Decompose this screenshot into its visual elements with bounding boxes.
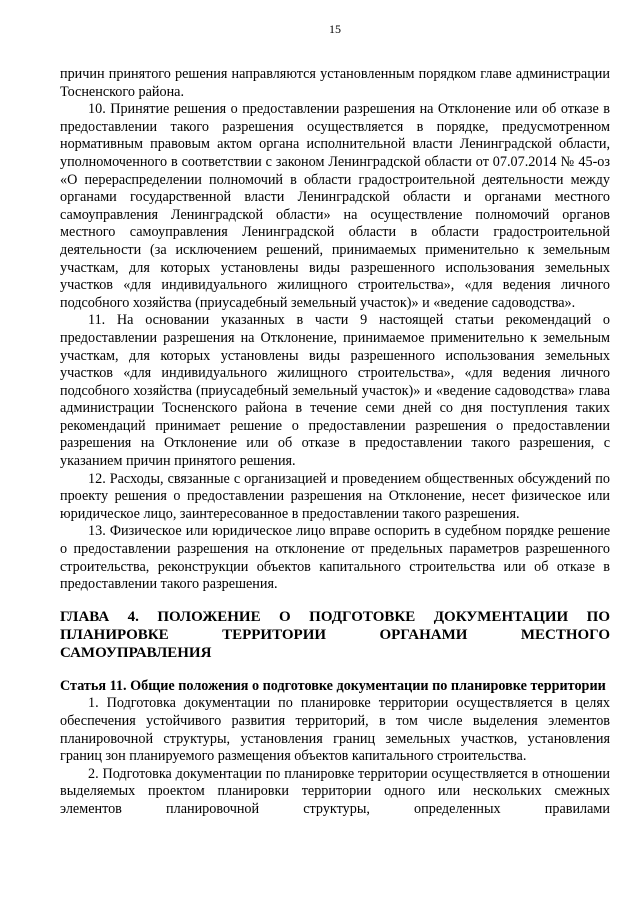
paragraph-item-12: 12. Расходы, связанные с организацией и проведением общественных обсуждений по проекту решения о предоставлении разрешения на Отклонение, несет физическое или юридическое лицо, заинтересованное в предоставлении такого разрешения. — [60, 470, 610, 522]
chapter-heading: ГЛАВА 4. ПОЛОЖЕНИЕ О ПОДГОТОВКЕ ДОКУМЕНТАЦИИ ПО ПЛАНИРОВКЕ ТЕРРИТОРИИ ОРГАНАМИ МЕСТНОГО САМОУПРАВЛЕНИЯ — [60, 608, 610, 661]
paragraph-item-11: 11. На основании указанных в части 9 настоящей статьи рекомендаций о предоставлении разрешения на Отклонение, принимаемое применительно к земельным участкам, для которых установлены виды разрешенного использования земельных участков «для индивидуального жилищного строительства», «для ведения личного подсобного хозяйства (приусадебный земельный участок)» и «ведение садоводства» глава администрации Тосненского района в течение семи дней со дня поступления таких рекомендаций принимает решение о предоставлении разрешения о предоставлении разрешения на Отклонение или об отказе в предоставлении такого разрешения, с указанием причин принятого решения. — [60, 312, 610, 470]
paragraph-item-10: 10. Принятие решения о предоставлении разрешения на Отклонение или об отказе в предоставлении такого разрешения осуществляется в порядке, предусмотренном нормативным правовым актом органа исполнительной власти Ленинградской области, уполномоченного в соответствии с законом Ленинградской области от 07.07.2014 № 45-оз «О перераспределении полномочий в области градостроительной деятельности между органами государственной власти Ленинградской области и органами местного самоуправления Ленинградской области» на осуществление полномочий органов местного самоуправления Ленинградской области в области градостроительной деятельности (за исключением решений, принимаемых применительно к земельным участкам, для которых установлены виды разрешенного использования земельных участков «для индивидуального жилищного строительства», «для ведения личного подсобного хозяйства (приусадебный земельный участок)» и «ведение садоводства». — [60, 101, 610, 311]
paragraph-article-item-1: 1. Подготовка документации по планировке территории осуществляется в целях обеспечения устойчивого развития территорий, в том числе выделения элементов планировочной структуры, установления границ земельных участков, установления границ зон планируемого размещения объектов капитального строительства. — [60, 695, 610, 765]
paragraph-continuation: причин принятого решения направляются установленным порядком главе администрации Тосненского района. — [60, 66, 610, 100]
document-page — [60, 22, 610, 819]
article-heading: Статья 11. Общие положения о подготовке документации по планировке территории — [60, 677, 606, 694]
page-number: 15 — [329, 22, 341, 36]
paragraph-article-item-2: 2. Подготовка документации по планировке территории осуществляется в отношении выделяемых проектом планировки территории одного или нескольких смежных элементов планировочной структуры, определенных правилами — [60, 765, 610, 817]
paragraph-item-13: 13. Физическое или юридическое лицо вправе оспорить в судебном порядке решение о предоставлении разрешения на отклонение от предельных параметров разрешенного строительства, реконструкции объектов капитального строительства или об отказе в предоставлении такого разрешения. — [60, 523, 610, 593]
